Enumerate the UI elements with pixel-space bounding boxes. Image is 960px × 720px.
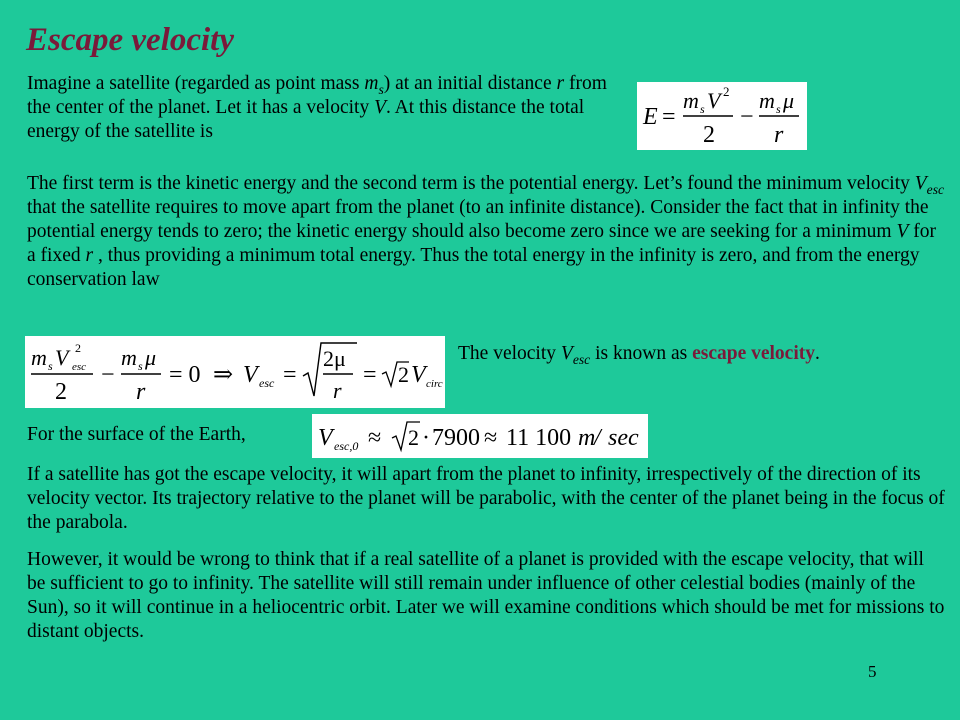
svg-text:m: m: [759, 88, 775, 113]
svg-text:2: 2: [703, 122, 715, 148]
svg-text:−: −: [101, 362, 115, 388]
svg-text:m: m: [121, 345, 137, 370]
implies-arrow: ⇒: [213, 362, 234, 388]
svg-text:m: m: [578, 425, 596, 451]
svg-text:≈: ≈: [484, 425, 498, 451]
svg-text:m: m: [683, 88, 699, 113]
svg-text:s: s: [776, 102, 781, 116]
svg-text:= 0: = 0: [169, 362, 201, 388]
svg-text:·: ·: [422, 425, 430, 451]
svg-text:2: 2: [408, 425, 419, 450]
earth-surface-label: For the surface of the Earth,: [27, 424, 246, 445]
body-paragraph-3: However, it would be wrong to think that if a real satellite of a planet is provided with the escape velocity, that will be sufficient to go to infinity. The satellite will still remain under influence of other celestial bodies (mainly of the Sun), so it will continue in a heliocentric orbit. Later we will examine conditions which should be met for missions to distant objects.: [27, 549, 945, 642]
svg-text:r: r: [774, 122, 784, 148]
svg-text:s: s: [700, 102, 705, 116]
page-number: 5: [868, 662, 877, 681]
svg-text:esc,0: esc,0: [334, 439, 359, 453]
svg-text:V: V: [411, 362, 426, 388]
svg-text:2: 2: [398, 362, 409, 387]
svg-text:V: V: [318, 425, 333, 451]
svg-text:m: m: [31, 345, 47, 370]
svg-text:esc: esc: [72, 361, 87, 373]
svg-text:V: V: [243, 362, 258, 388]
svg-text:V: V: [55, 345, 69, 370]
svg-text:2: 2: [723, 84, 730, 99]
escape-velocity-definition: The velocity $V_{esc}$ is known as escape velocity.: [458, 343, 820, 367]
svg-text:=: =: [283, 362, 297, 388]
escape-velocity-equation: [25, 336, 445, 408]
svg-text:sec: sec: [608, 425, 639, 451]
earth-escape-velocity-equation: [312, 414, 648, 458]
svg-text:μ: μ: [145, 345, 157, 370]
svg-text:/: /: [594, 425, 601, 451]
svg-text:2: 2: [55, 379, 67, 405]
svg-text:≈: ≈: [368, 425, 382, 451]
body-paragraph-1: The first term is the kinetic energy and the second term is the potential energy. Let’s found the minimum velocity $V_{esc}$ that the satellite requires to move apart from the planet (to an infinite distance). Consider the fact that in infinity the potential energy tends to zero; the kinetic energy should also become zero since we are seeking for a minimum V for a fixed r , thus providing a minimum total energy. Thus the total energy in the infinity is zero, and from the energy conservation law: [27, 173, 945, 290]
svg-text:s: s: [48, 359, 53, 373]
svg-text:r: r: [136, 379, 146, 405]
svg-text:11 100: 11 100: [506, 425, 572, 451]
svg-text:V: V: [707, 88, 721, 113]
svg-text:2: 2: [75, 341, 81, 355]
svg-text:=: =: [363, 362, 377, 388]
svg-text:r: r: [333, 378, 342, 403]
svg-text:7900: 7900: [432, 425, 480, 451]
svg-text:circ: circ: [426, 378, 443, 390]
svg-text:s: s: [138, 359, 143, 373]
svg-text:esc: esc: [259, 376, 275, 390]
eq1-equals: =: [662, 104, 676, 130]
energy-equation: [637, 82, 807, 150]
eq1-minus: −: [740, 104, 754, 130]
eq1-lhs: E: [643, 104, 658, 130]
intro-paragraph: Imagine a satellite (regarded as point mass $m_s$) at an initial distance r from the center of the planet. Let it has a velocity V. At this distance the total energy of the satellite is: [27, 73, 607, 142]
body-paragraph-2: If a satellite has got the escape velocity, it will apart from the planet to infinity, irrespectively of the direction of its velocity vector. Its trajectory relative to the planet will be parabolic, with the center of the planet being in the focus of the parabola.: [27, 464, 945, 533]
svg-text:μ: μ: [783, 88, 795, 113]
escape-velocity-term: escape velocity: [692, 343, 815, 364]
svg-text:2μ: 2μ: [323, 346, 346, 371]
slide-title: Escape velocity: [26, 22, 234, 58]
